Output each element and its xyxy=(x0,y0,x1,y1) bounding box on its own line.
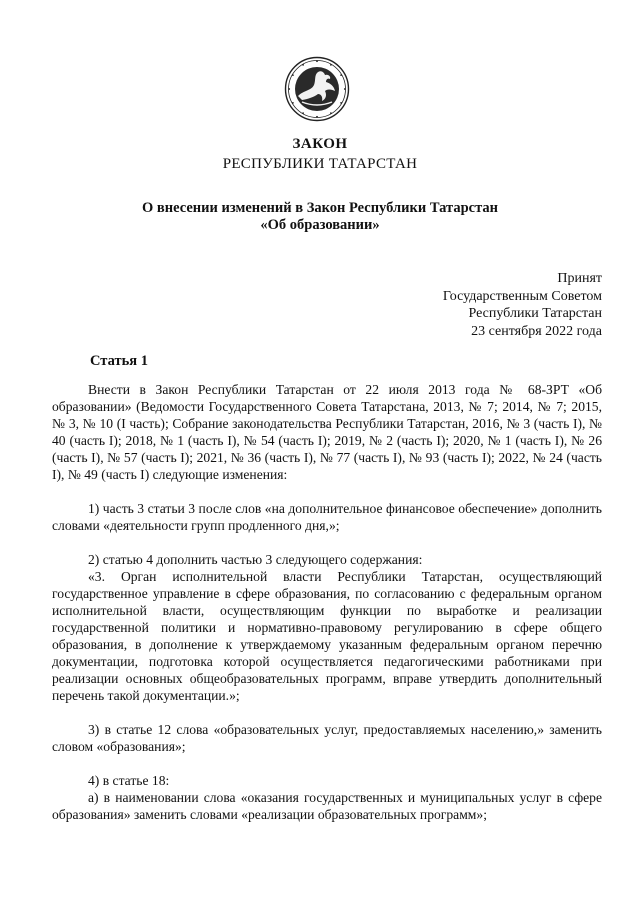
law-subtitle: РЕСПУБЛИКИ ТАТАРСТАН xyxy=(222,156,418,172)
paragraph-item-4a: а) в наименовании слова «оказания государственных и муниципальных услуг в сфере образования» заменить словами «реализации образовательных программ»; xyxy=(52,790,602,822)
article-body xyxy=(52,381,602,823)
paragraph-item-2: 2) статью 4 дополнить частью 3 следующего содержания: xyxy=(88,552,423,567)
law-heading-line-1: О внесении изменений в Закон Республики Татарстан xyxy=(142,200,498,216)
law-title: ЗАКОН xyxy=(292,136,348,152)
law-heading xyxy=(0,200,640,234)
adoption-block xyxy=(443,270,602,340)
adoption-line-3: Республики Татарстан xyxy=(468,306,602,321)
law-heading-line-2: «Об образовании» xyxy=(260,217,380,233)
adoption-date: 23 сентября 2022 года xyxy=(471,323,602,339)
paragraph-intro: Внести в Закон Республики Татарстан от 22 июля 2013 года № 68-ЗРТ «Об образовании» (Ведомости Государственного Совета Татарстана, 2013, № 7; 2014, № 7; 2015, № 3, № 10 (I часть); Собрание законодательства Республики Татарстан, 2016, № 3 (часть I), № 40 (часть I); 2018, № 1 (часть I), № 54 (часть I); 2019, № 2 (часть I); 2020, № 1 (часть I), № 26 (часть I), № 57 (часть I); 2021, № 36 (часть I), № 77 (часть I), № 93 (часть I); 2022, № 24 (часть I), № 49 (часть I) следующие изменения: xyxy=(52,382,602,482)
adoption-line-2: Государственным Советом xyxy=(442,288,602,304)
paragraph-item-4: 4) в статье 18: xyxy=(88,773,170,788)
coat-of-arms-icon xyxy=(284,56,350,122)
paragraph-item-3: 3) в статье 12 слова «образовательных услуг, предоставляемых населению,» заменить словом «образования»; xyxy=(52,722,602,754)
paragraph-item-1: 1) часть 3 статьи 3 после слов «на дополнительное финансовое обеспечение» дополнить словами «деятельности групп продленного дня,»; xyxy=(52,501,602,533)
article-title: Статья 1 xyxy=(90,353,148,369)
adoption-line-1: Принят xyxy=(557,271,602,286)
paragraph-item-2-text: «3. Орган исполнительной власти Республики Татарстан, осуществляющий государственное управление в сфере образования, по согласованию с федеральным органом исполнительной власти, осуществляющим функции по выработке и реализации государственной политики и нормативно-правовому регулированию в сфере общего образования, в дополнение к утверждаемому указанным федеральным органом перечню документации, подготовка которой осуществляется педагогическими работниками при реализации основных общеобразовательных программ, вправе утвердить дополнительный перечень такой документации.»; xyxy=(52,569,602,703)
